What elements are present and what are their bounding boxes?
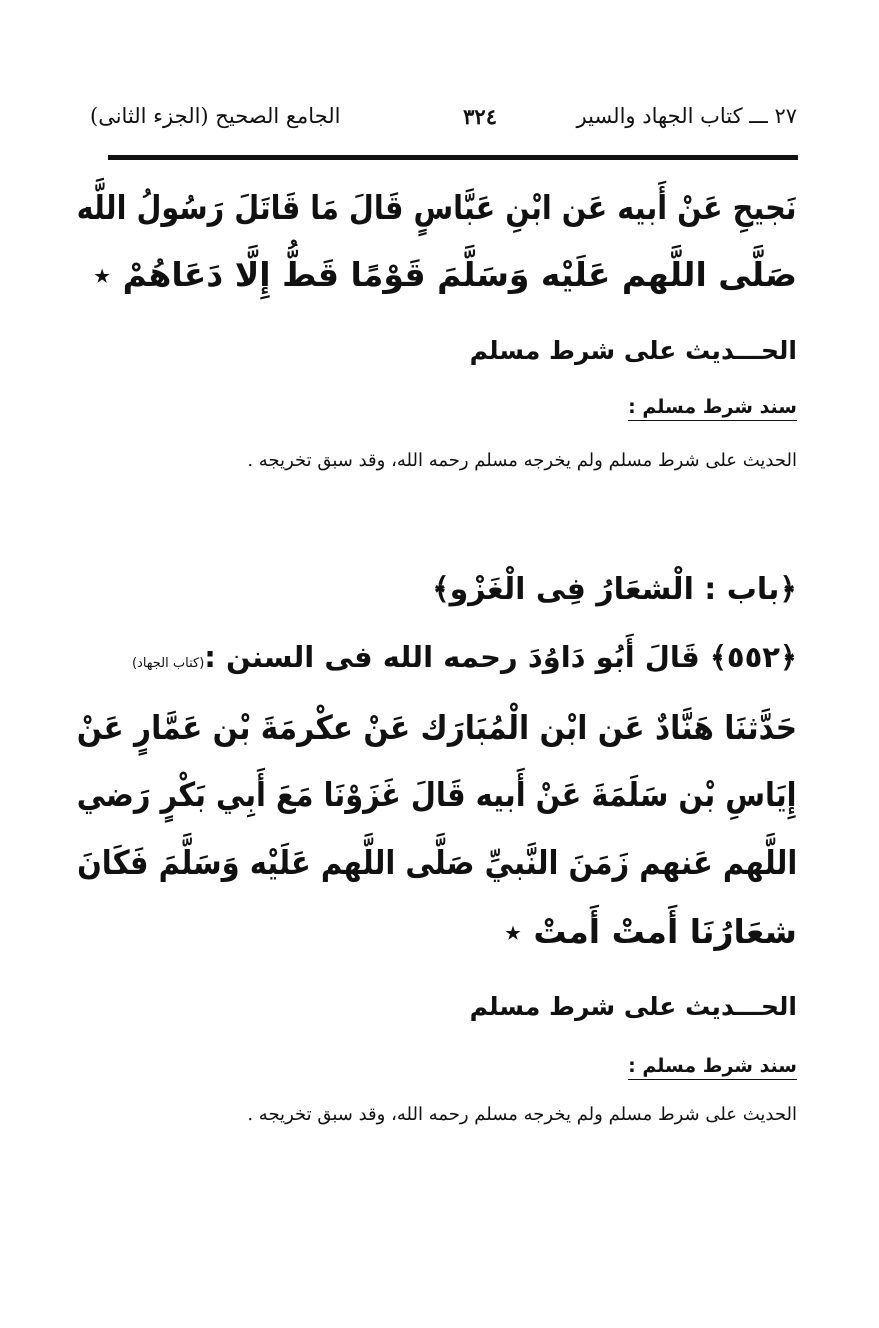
hadith-grade: الحـــديث على شرط مسلم (469, 992, 797, 1021)
source-reference: (كتاب الجهاد) (131, 656, 205, 671)
book-title: الجامع الصحيح (الجزء الثانى) (90, 104, 341, 128)
header-rule (108, 155, 798, 160)
hadith-intro (124, 640, 797, 674)
sanad-heading: سند شرط مسلم : (628, 396, 797, 421)
hadith-grade: الحـــديث على شرط مسلم (469, 336, 797, 365)
commentary-note: الحديث على شرط مسلم ولم يخرجه مسلم رحمه الله، وقد سبق تخريجه . (247, 1104, 797, 1125)
hadith-text-line: شعَارُنَا أَمتْ أَمتْ ٭ (503, 912, 797, 951)
hadith-text-line: حَدَّثنَا هَنَّادٌ عَن ابْن الْمُبَارَك عَنْ عكْرمَةَ بْن عَمَّارٍ عَنْ (76, 708, 797, 747)
hadith-text-line: نَجيحِ عَنْ أَبيه عَن ابْنِ عَبَّاسٍ قَالَ مَا قَاتَلَ رَسُولُ اللَّه (77, 188, 797, 227)
commentary-note: الحديث على شرط مسلم ولم يخرجه مسلم رحمه الله، وقد سبق تخريجه . (247, 450, 797, 471)
section-title: ﴿باب : الْشعَارُ فِى الْغَزْو﴾ (432, 572, 797, 607)
hadith-text-line: اللَّهم عَنهم زَمَنَ النَّبيِّ صَلَّى اللَّهم عَلَيْه وَسَلَّمَ فَكَانَ (76, 843, 797, 882)
hadith-text-line: إِيَاسِ بْن سَلَمَةَ عَنْ أَبيه قَالَ غَزَوْنَا مَعَ أَبِي بَكْرٍ رَضي (77, 775, 797, 814)
hadith-text-line: صَلَّى اللَّهم عَلَيْه وَسَلَّمَ قَوْمًا قَطُّ إِلَّا دَعَاهُمْ ٭ (93, 255, 797, 294)
page-number: ٣٢٤ (463, 104, 497, 129)
running-header (90, 104, 797, 144)
hadith-intro-text: ﴿٥٥٢﴾ قَالَ أَبُو دَاوُدَ رحمه الله فى السنن : (204, 640, 797, 674)
chapter-heading: ٢٧ ـــ كتاب الجهاد والسير (576, 104, 797, 128)
sanad-heading: سند شرط مسلم : (628, 1055, 797, 1080)
